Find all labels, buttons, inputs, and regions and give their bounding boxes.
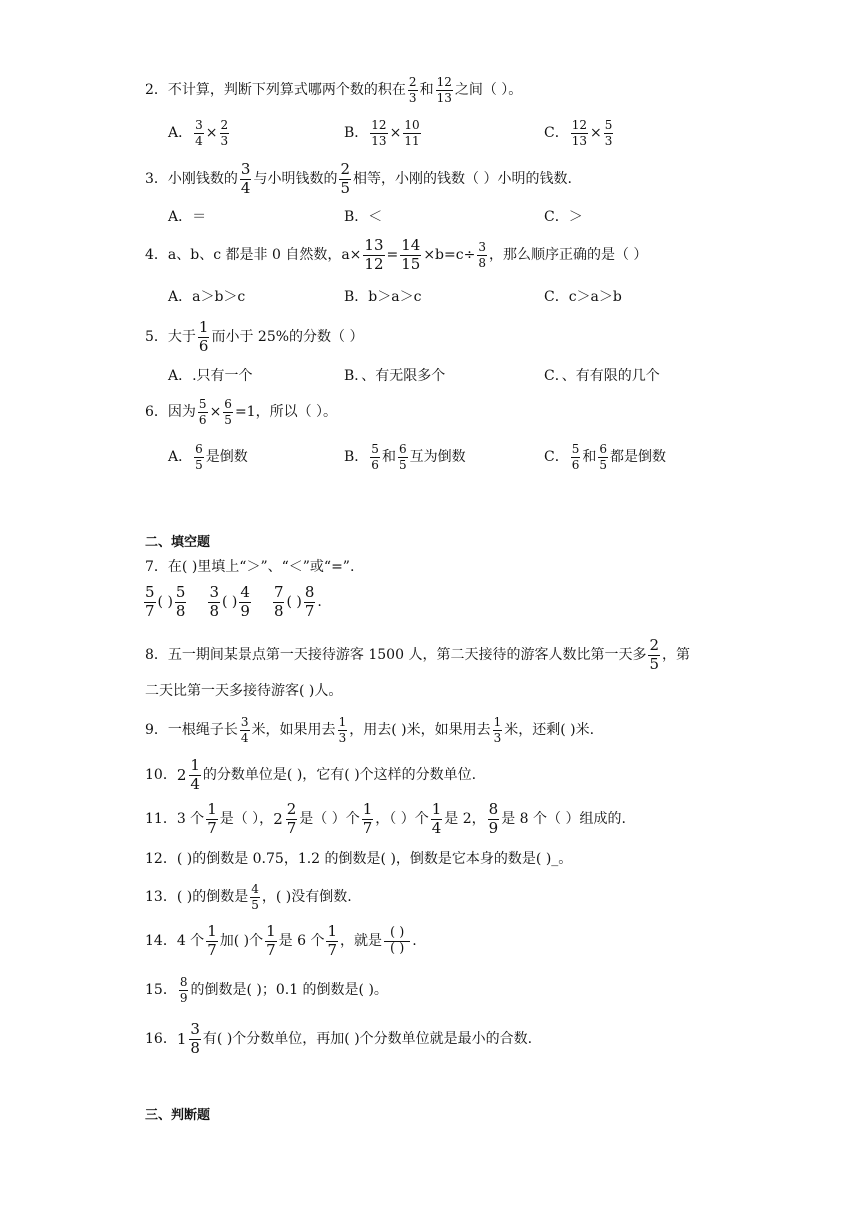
fraction: $\frac{1}{7}$: [266, 922, 276, 959]
fraction: $\frac{1}{3}$: [338, 715, 347, 745]
fraction: $\frac{12}{13}$: [571, 118, 587, 148]
question-4: 4． a、b、c 都是非 0 自然数，a× $\frac{13}{12}$ = $\frac{14}{15}$ ×b=c÷ $\frac{3}{8}$ ，那么顺序正确的是（ ）: [145, 236, 648, 273]
q2-option-c[interactable]: C． $\frac{12}{13}$ × $\frac{5}{3}$: [544, 118, 613, 148]
fraction: $\frac{10}{11}$: [404, 118, 420, 148]
q5-option-b[interactable]: B．、有无限多个: [344, 368, 446, 384]
question-number: 4．: [145, 247, 168, 264]
question-text: ( )的倒数是: [176, 889, 249, 906]
fraction: $\frac{6}{5}$: [599, 442, 607, 472]
question-text: 和: [419, 82, 434, 99]
mixed-number: 2 $\frac{1}{4}$: [176, 756, 200, 793]
question-text: 的分数单位是( )，它有( )个这样的分数单位.: [202, 767, 477, 784]
q6-option-a[interactable]: A． $\frac{6}{5}$ 是倒数: [168, 442, 248, 472]
question-10: [145, 758, 476, 793]
q4-option-b[interactable]: B．b＞a＞c: [344, 289, 422, 305]
fraction: $\frac{5}{7}$: [145, 583, 155, 620]
answer-blank[interactable]: ( ): [286, 594, 302, 611]
question-text: ( )的倒数是 0.75，1.2 的倒数是( )，倒数是它本身的数是( )_。: [176, 851, 573, 867]
fraction: $\frac{1}{4}$: [431, 800, 442, 837]
mixed-number: 2 $\frac{2}{7}$: [273, 800, 297, 837]
fraction: $\frac{1}{7}$: [327, 922, 338, 959]
fraction: $\frac{5}{6}$: [371, 442, 379, 472]
question-text: ，那么顺序正确的是（ ）: [488, 247, 648, 264]
question-13: [145, 883, 352, 911]
question-2: [145, 76, 522, 104]
fraction: $\frac{1}{6}$: [198, 318, 209, 355]
question-number: 14．: [145, 933, 177, 950]
fraction: $\frac{2}{5}$: [340, 160, 351, 197]
question-text: 有( )个分数单位，再加( )个分数单位就是最小的合数.: [202, 1031, 533, 1048]
question-12: [145, 852, 572, 866]
question-text: 的倒数是( )；0.1 的倒数是( )。: [190, 982, 388, 999]
q3-option-a[interactable]: A．＝: [168, 209, 207, 225]
fraction: $\frac{3}{4}$: [240, 715, 249, 745]
question-text: 而小于 25%的分数（ ）: [211, 329, 364, 346]
question-text: 之间（ ）。: [454, 82, 523, 99]
fraction: $\frac{2}{3}$: [408, 75, 417, 105]
question-text: ×b=c÷: [423, 247, 476, 264]
q6-option-c[interactable]: C． $\frac{5}{6}$ 和 $\frac{6}{5}$ 都是倒数: [544, 442, 666, 472]
fraction: $\frac{2}{5}$: [649, 636, 659, 673]
fraction: $\frac{3}{8}$: [190, 1020, 200, 1057]
fraction: $\frac{2}{7}$: [286, 800, 297, 837]
question-14: 14． 4 个 $\frac{1}{7}$ 加( )个 $\frac{1}{7}$ 是 6 个 $\frac{1}{7}$ ，就是 $\frac{( )}{( )}$ .: [145, 922, 417, 959]
q7-comparisons: $\frac{5}{7}$ ( ) $\frac{5}{8}$ $\frac{3}{8}$ ( ) $\frac{4}{9}$ $\frac{7}{8}$ ( ) $\frac{8}{7}$ .: [145, 583, 322, 620]
fraction: $\frac{6}{5}$: [398, 442, 407, 472]
q4-option-a[interactable]: A．a＞b＞c: [168, 289, 246, 305]
question-8: [145, 638, 690, 673]
question-text: 小刚钱数的: [167, 171, 238, 188]
fraction: $\frac{13}{12}$: [364, 236, 384, 273]
fraction: $\frac{4}{5}$: [251, 882, 259, 912]
question-8-line-2: 二天比第一天多接待游客( )人。: [145, 683, 343, 699]
question-7: [145, 560, 354, 574]
question-15: [145, 976, 388, 1004]
answer-blank[interactable]: ( ): [157, 594, 173, 611]
mixed-number: 1 $\frac{3}{8}$: [176, 1020, 200, 1057]
question-text: ，第: [662, 647, 690, 664]
question-number: 16．: [145, 1031, 177, 1048]
fraction: $\frac{4}{9}$: [240, 583, 250, 620]
question-6: 6． 因为 $\frac{5}{6}$ × $\frac{6}{5}$ =1，所以（ ）。: [145, 397, 338, 427]
question-11: 11． 3 个 $\frac{1}{7}$ 是（ ）， 2 $\frac{2}{7}$ 是（ ）个 $\frac{1}{7}$ ，（ ）个 $\frac{1}{4}$ 是 2， $\frac{8}{9}$ 是 8 个（ ）组成的.: [145, 800, 626, 837]
fraction: $\frac{3}{8}$: [209, 583, 220, 620]
question-text: 与小明钱数的: [253, 171, 338, 188]
question-16: [145, 1022, 532, 1057]
q3-option-c[interactable]: C．＞: [544, 209, 583, 225]
q6-option-b[interactable]: B． $\frac{5}{6}$ 和 $\frac{6}{5}$ 互为倒数: [344, 442, 466, 472]
answer-fraction-blank[interactable]: $\frac{( )}{( )}$: [384, 926, 410, 957]
question-number: 15．: [145, 982, 177, 999]
answer-blank[interactable]: ( ): [222, 594, 238, 611]
fraction: $\frac{2}{3}$: [220, 118, 229, 148]
question-text: 米，还剩( )米.: [504, 722, 595, 739]
q5-option-c[interactable]: C．、有有限的几个: [544, 368, 660, 384]
question-number: 9．: [145, 722, 168, 739]
question-5: [145, 320, 364, 355]
q4-option-c[interactable]: C．c＞a＞b: [544, 289, 622, 305]
q5-option-a[interactable]: A．.只有一个: [168, 368, 253, 384]
question-text: 大于: [167, 329, 196, 346]
fraction: $\frac{5}{8}$: [175, 583, 186, 620]
question-text: 相等，小刚的钱数（ ）小明的钱数.: [353, 171, 572, 188]
question-text: ，( )没有倒数.: [261, 889, 352, 906]
fraction: $\frac{3}{4}$: [195, 118, 203, 148]
question-text: 五一期间某景点第一天接待游客 1500 人，第二天接待的游客人数比第一天多: [167, 647, 647, 664]
question-text: =1，所以（ ）。: [234, 404, 338, 421]
fraction: $\frac{1}{7}$: [207, 800, 217, 837]
fraction: $\frac{7}{8}$: [273, 583, 284, 620]
question-number: 8．: [145, 647, 168, 664]
question-number: 3．: [145, 171, 168, 188]
question-text: 一根绳子长: [167, 722, 238, 739]
fraction: $\frac{6}{5}$: [195, 442, 203, 472]
section-heading-true-false: 三、判断题: [145, 1108, 211, 1123]
q3-option-b[interactable]: B．＜: [344, 209, 383, 225]
fraction: $\frac{8}{9}$: [488, 800, 499, 837]
question-number: 11．: [145, 811, 177, 828]
fraction: $\frac{5}{6}$: [571, 442, 580, 472]
question-9: [145, 716, 594, 744]
fraction: $\frac{12}{13}$: [371, 118, 387, 148]
fraction: $\frac{8}{7}$: [304, 583, 315, 620]
question-text: ，用去( )米，如果用去: [349, 722, 491, 739]
question-3: [145, 162, 572, 197]
fraction: $\frac{5}{3}$: [604, 118, 613, 148]
fraction: $\frac{6}{5}$: [224, 397, 232, 427]
question-text: a、b、c 都是非 0 自然数，a×: [167, 247, 362, 264]
question-number: 5．: [145, 329, 168, 346]
q2-option-b[interactable]: B． $\frac{12}{13}$ × $\frac{10}{11}$: [344, 118, 420, 148]
fraction: $\frac{3}{4}$: [240, 160, 251, 197]
fraction: $\frac{1}{7}$: [362, 800, 373, 837]
question-text: 米，如果用去: [251, 722, 336, 739]
fraction: $\frac{5}{6}$: [198, 397, 207, 427]
question-number: 12．: [145, 851, 177, 867]
question-number: 2．: [145, 82, 168, 99]
section-heading-fill-in: 二、填空题: [145, 535, 211, 550]
question-text: 在( )里填上“＞”、“＜”或“=”.: [167, 559, 355, 575]
question-text: 因为: [167, 404, 196, 421]
fraction: $\frac{1}{3}$: [493, 715, 502, 745]
question-number: 6．: [145, 404, 168, 421]
question-number: 10．: [145, 767, 177, 784]
fraction: $\frac{12}{13}$: [436, 75, 452, 105]
q2-option-a[interactable]: A． $\frac{3}{4}$ × $\frac{2}{3}$: [168, 118, 229, 148]
fraction: $\frac{1}{7}$: [207, 922, 217, 959]
fraction: $\frac{14}{15}$: [401, 236, 421, 273]
question-number: 7．: [145, 559, 168, 575]
question-number: 13．: [145, 889, 177, 906]
fraction: $\frac{8}{9}$: [179, 975, 188, 1005]
question-text: 不计算，判断下列算式哪两个数的积在: [167, 82, 406, 99]
fraction: $\frac{1}{4}$: [190, 756, 200, 793]
fraction: $\frac{3}{8}$: [478, 240, 486, 270]
